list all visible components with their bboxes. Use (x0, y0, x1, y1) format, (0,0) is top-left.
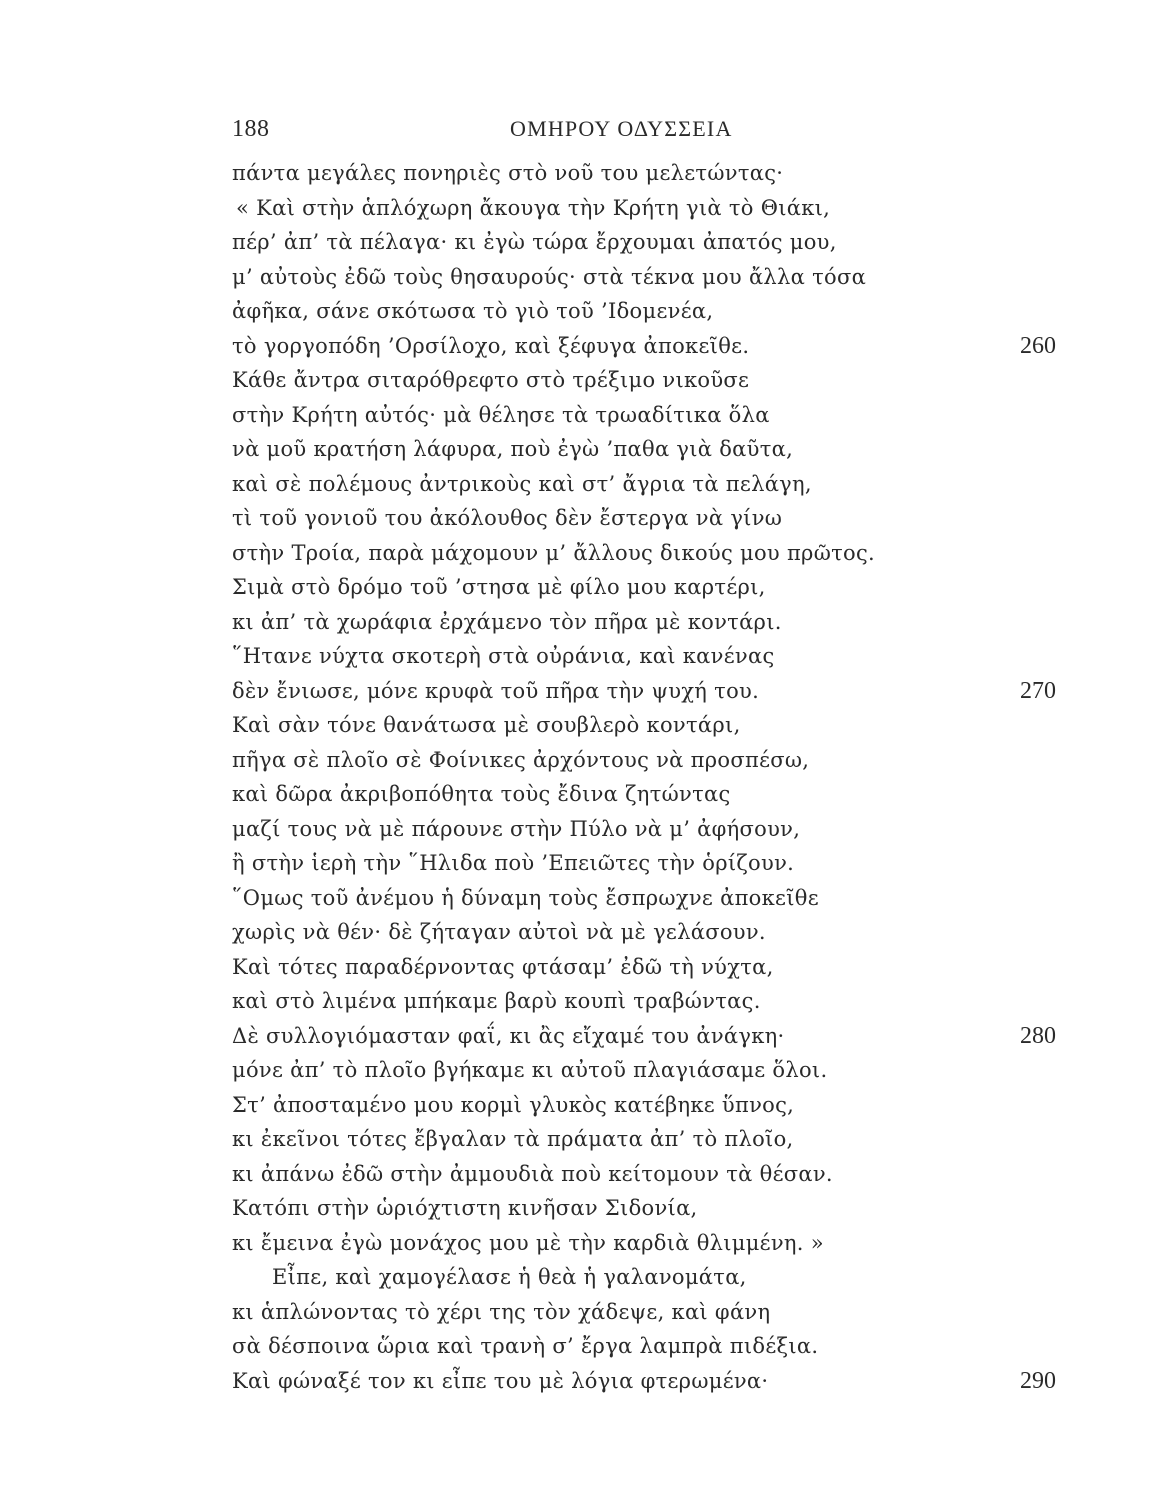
verse-line (0, 950, 1164, 985)
verse-line-text: Καὶ τότες παραδέρνοντας φτάσαμ’ ἐδῶ τὴ νύχτα, (232, 954, 774, 979)
verse-line (0, 329, 1164, 364)
verse-line (0, 846, 1164, 881)
verse-line-text: πέρ’ ἀπ’ τὰ πέλαγα· κι ἐγὼ τώρα ἔρχουμαι ἀπατός μου, (232, 230, 837, 254)
verse-line (0, 501, 1164, 536)
verse-line (0, 915, 1164, 950)
verse-line-text: σὰ δέσποινα ὥρια καὶ τρανὴ σ’ ἔργα λαμπρὰ πιδέξια. (232, 1334, 819, 1358)
verse-line-text: χωρὶς νὰ θέν· δὲ ζήταγαν αὐτοὶ νὰ μὲ γελάσουν. (232, 920, 766, 944)
verse-line-text: νὰ μοῦ κρατήση λάφυρα, ποὺ ἐγὼ ’παθα γιὰ δαῦτα, (232, 437, 794, 461)
verse-line-text: κι ἁπλώνοντας τὸ χέρι της τὸν χάδεψε, καὶ φάνη (232, 1299, 771, 1324)
verse-line-text: Κάθε ἄντρα σιταρόθρεφτο στὸ τρέξιμο νικοῦσε (232, 368, 750, 392)
verse-line (0, 1295, 1164, 1330)
verse-line-text: Δὲ συλλογιόμασταν φαΐ, κι ἂς εἴχαμέ του ἀνάγκη· (232, 1023, 785, 1048)
line-number: 270 (1020, 677, 1056, 704)
verse-line-text: ἀφῆκα, σάνε σκότωσα τὸ γιὸ τοῦ ’Ιδομενέα, (232, 299, 714, 323)
page-number: 188 (232, 116, 270, 142)
verse-line (0, 570, 1164, 605)
line-number: 260 (1020, 332, 1056, 359)
poem-text (0, 156, 1164, 1398)
verse-line (0, 467, 1164, 502)
verse-line-text: κι ἀπ’ τὰ χωράφια ἐρχάμενο τὸν πῆρα μὲ κοντάρι. (232, 609, 782, 634)
verse-line-text: μαζί τους νὰ μὲ πάρουνε στὴν Πύλο νὰ μ’ ἀφήσουν, (232, 816, 801, 841)
verse-line-text: Σιμὰ στὸ δρόμο τοῦ ’στησα μὲ φίλο μου καρτέρι, (232, 575, 766, 599)
verse-line-text: Κατόπι στὴν ὡριόχτιστη κινῆσαν Σιδονία, (232, 1196, 698, 1220)
verse-line (0, 1329, 1164, 1364)
line-number: 280 (1020, 1022, 1056, 1049)
verse-line-text: Στ’ ἀποσταμένο μου κορμὶ γλυκὸς κατέβηκε ὕπνος, (232, 1092, 795, 1117)
verse-line (0, 674, 1164, 709)
verse-line (0, 1191, 1164, 1226)
verse-line-text: ῞Ητανε νύχτα σκοτερὴ στὰ οὐράνια, καὶ κανένας (232, 644, 775, 668)
verse-line (0, 639, 1164, 674)
verse-line-text: καὶ δῶρα ἀκριβοπόθητα τοὺς ἔδινα ζητώντας (232, 782, 731, 806)
verse-line (0, 294, 1164, 329)
verse-line-text: τὸ γοργοπόδη ’Ορσίλοχο, καὶ ξέφυγα ἀποκεῖθε. (232, 333, 750, 358)
verse-line (0, 1226, 1164, 1261)
verse-line-text: ἢ στὴν ἱερὴ τὴν ῞Ηλιδα ποὺ ’Επειῶτες τὴν ὁρίζουν. (232, 851, 795, 875)
verse-line-text: Εἶπε, καὶ χαμογέλασε ἡ θεὰ ἡ γαλανομάτα, (272, 1265, 747, 1289)
verse-line-text: καὶ σὲ πολέμους ἀντρικοὺς καὶ στ’ ἄγρια τὰ πελάγη, (232, 471, 812, 496)
running-title: ΟΜΗΡΟΥ ΟΔΥΣΣΕΙΑ (510, 116, 733, 141)
verse-line (0, 1260, 1164, 1295)
page-header (0, 116, 1164, 146)
verse-line-text: « Καὶ στὴν ἁπλόχωρη ἄκουγα τὴν Κρήτη γιὰ τὸ Θιάκι, (236, 195, 831, 220)
verse-line-text: κι ἐκεῖνοι τότες ἔβγαλαν τὰ πράματα ἀπ’ τὸ πλοῖο, (232, 1127, 794, 1151)
verse-line-text: τὶ τοῦ γονιοῦ του ἀκόλουθος δὲν ἔστεργα νὰ γίνω (232, 506, 783, 530)
verse-line (0, 777, 1164, 812)
verse-line (0, 1053, 1164, 1088)
verse-line (0, 743, 1164, 778)
verse-line (0, 1364, 1164, 1399)
verse-line-text: μ’ αὐτοὺς ἐδῶ τοὺς θησαυρούς· στὰ τέκνα μου ἄλλα τόσα (232, 264, 867, 289)
verse-line-text: δὲν ἔνιωσε, μόνε κρυφὰ τοῦ πῆρα τὴν ψυχή του. (232, 678, 760, 703)
verse-line-text: καὶ στὸ λιμένα μπήκαμε βαρὺ κουπὶ τραβώντας. (232, 989, 761, 1013)
verse-line (0, 260, 1164, 295)
line-number: 290 (1020, 1367, 1056, 1394)
verse-line (0, 881, 1164, 916)
verse-line (0, 1019, 1164, 1054)
verse-line (0, 1088, 1164, 1123)
verse-line (0, 812, 1164, 847)
verse-line (0, 1122, 1164, 1157)
verse-line-text: στὴν Τροία, παρὰ μάχομουν μ’ ἄλλους δικούς μου πρῶτος. (232, 540, 876, 565)
verse-line-text: κι ἔμεινα ἐγὼ μονάχος μου μὲ τὴν καρδιὰ θλιμμένη. » (232, 1230, 824, 1255)
verse-line (0, 605, 1164, 640)
verse-line-text: στὴν Κρήτη αὐτός· μὰ θέλησε τὰ τρωαδίτικα ὅλα (232, 402, 770, 427)
verse-line (0, 398, 1164, 433)
verse-line-text: πῆγα σὲ πλοῖο σὲ Φοίνικες ἀρχόντους νὰ προσπέσω, (232, 747, 810, 772)
verse-line-text: μόνε ἀπ’ τὸ πλοῖο βγήκαμε κι αὐτοῦ πλαγιάσαμε ὅλοι. (232, 1058, 828, 1082)
verse-line (0, 536, 1164, 571)
verse-line (0, 1157, 1164, 1192)
verse-line (0, 363, 1164, 398)
verse-line (0, 225, 1164, 260)
verse-line (0, 984, 1164, 1019)
verse-line (0, 432, 1164, 467)
verse-line-text: κι ἀπάνω ἐδῶ στὴν ἀμμουδιὰ ποὺ κείτομουν τὰ θέσαν. (232, 1161, 833, 1186)
verse-line-text: πάντα μεγάλες πονηριὲς στὸ νοῦ του μελετώντας· (232, 161, 784, 185)
verse-line (0, 708, 1164, 743)
verse-line (0, 191, 1164, 226)
verse-line-text: Καὶ φώναξέ τον κι εἶπε του μὲ λόγια φτερωμένα· (232, 1368, 769, 1393)
verse-line-text: ῞Ομως τοῦ ἀνέμου ἡ δύναμη τοὺς ἔσπρωχνε ἀποκεῖθε (232, 885, 819, 910)
verse-line (0, 156, 1164, 191)
verse-line-text: Καὶ σὰν τόνε θανάτωσα μὲ σουβλερὸ κοντάρι, (232, 713, 741, 737)
